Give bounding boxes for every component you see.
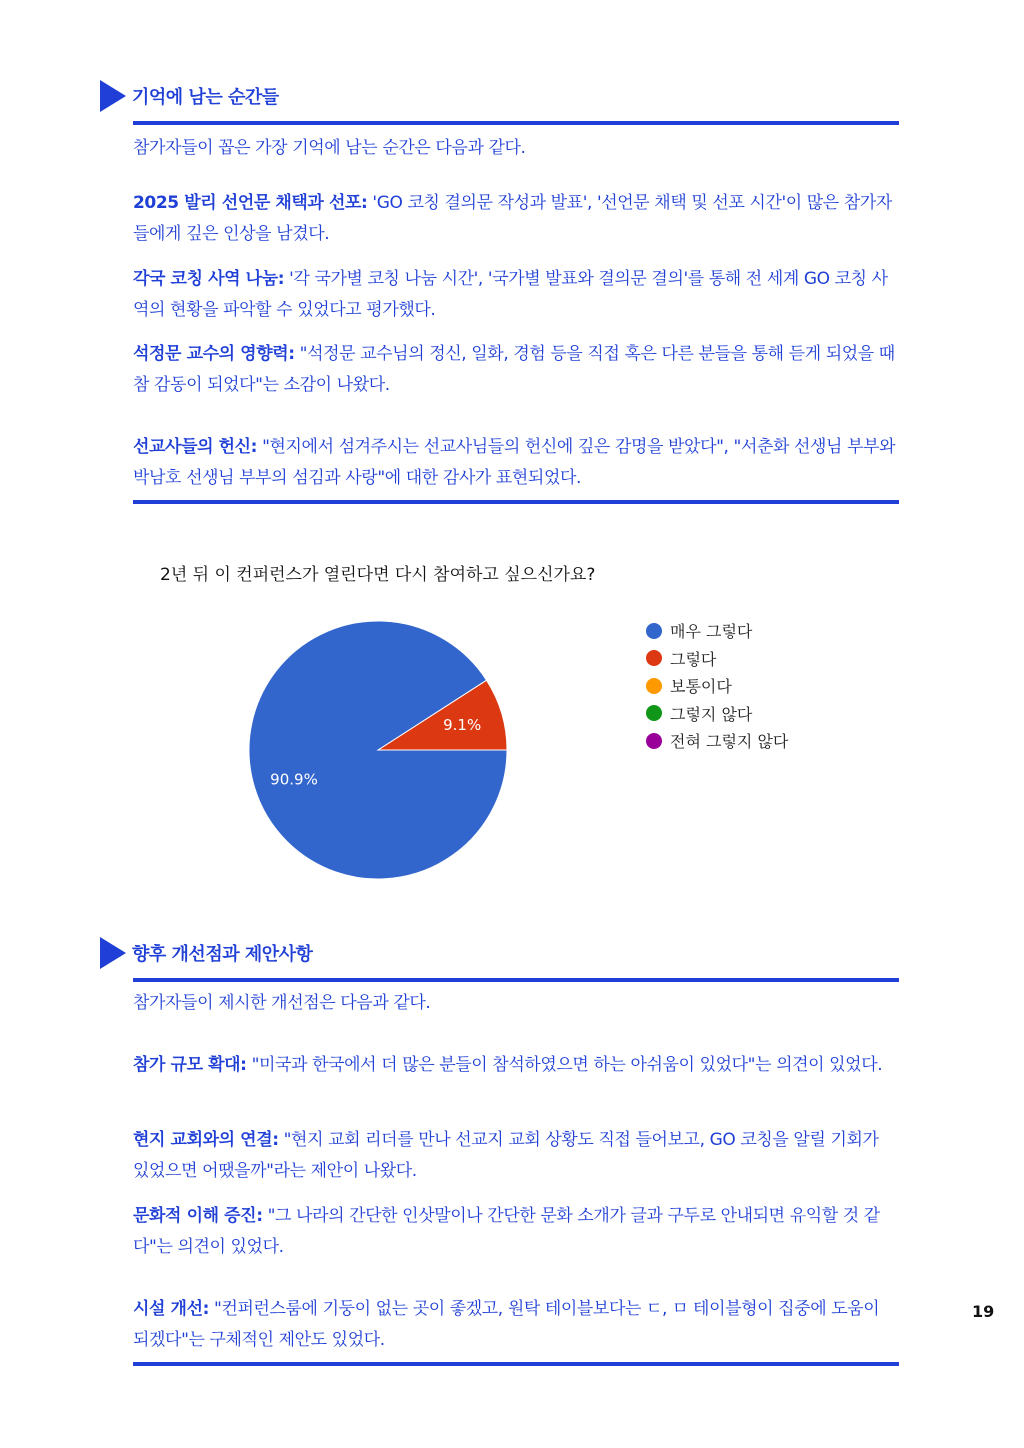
legend-item xyxy=(646,700,788,728)
pie-chart xyxy=(0,600,1024,900)
page-number: 19 xyxy=(972,1302,995,1321)
item-text: '각 국가별 코칭 나눔 시간', '국가별 발표와 결의문 결의'를 통해 전 세계 GO 코칭 사역의 현황을 파악할 수 있었다고 평가했다. xyxy=(133,269,888,320)
item-label: 2025 발리 선언문 채택과 선포: xyxy=(133,193,368,213)
item-label: 석정문 교수의 영향력: xyxy=(133,344,295,364)
triangle-bullet-icon xyxy=(100,937,126,969)
item-text: "그 나라의 간단한 인삿말이나 간단한 문화 소개가 글과 구두로 안내되면 유익할 것 같다"는 의견이 있었다. xyxy=(133,1206,880,1257)
legend-swatch xyxy=(646,678,662,694)
legend-item xyxy=(646,645,788,673)
divider xyxy=(133,121,899,125)
list-item xyxy=(133,188,899,250)
item-text: "컨퍼런스룸에 기둥이 없는 곳이 좋겠고, 원탁 테이블보다는 ㄷ, ㅁ 테이블형이 집중에 도움이 되겠다"는 구체적인 제안도 있었다. xyxy=(133,1299,880,1350)
triangle-bullet-icon xyxy=(100,80,126,112)
divider xyxy=(133,500,899,504)
item-text: "현지에서 섬겨주시는 선교사님들의 헌신에 깊은 감명을 받았다", "서춘화 선생님 부부와 박남호 선생님 부부의 섬김과 사랑"에 대한 감사가 표현되었다. xyxy=(133,437,896,488)
item-label: 참가 규모 확대: xyxy=(133,1055,247,1075)
legend-item xyxy=(646,672,788,700)
list-item xyxy=(133,1201,899,1263)
section-title: 향후 개선점과 제안사항 xyxy=(132,944,313,965)
list-item xyxy=(133,1294,899,1356)
list-item xyxy=(133,432,899,494)
legend-label: 그렇다 xyxy=(670,649,717,669)
pie-slice-1 xyxy=(249,621,507,879)
legend-item xyxy=(646,617,788,645)
section-heading-improvements xyxy=(100,937,312,969)
list-item xyxy=(133,1125,899,1187)
legend-label: 매우 그렇다 xyxy=(670,622,753,642)
item-text: "현지 교회 리더를 만나 선교지 교회 상황도 직접 들어보고, GO 코칭을 알릴 기회가 있었으면 어땠을까"라는 제안이 나왔다. xyxy=(133,1130,879,1181)
divider xyxy=(133,978,899,982)
legend-swatch xyxy=(646,623,662,639)
item-text: "석정문 교수님의 정신, 일화, 경험 등을 직접 혹은 다른 분들을 통해 듣게 되었을 때 참 감동이 되었다"는 소감이 나왔다. xyxy=(133,344,895,395)
pie-data-label: 90.9% xyxy=(270,770,318,789)
list-item xyxy=(133,264,899,326)
legend-swatch xyxy=(646,650,662,666)
section-title: 기억에 남는 순간들 xyxy=(132,87,279,108)
legend-swatch xyxy=(646,705,662,721)
item-label: 현지 교회와의 연결: xyxy=(133,1130,279,1150)
legend-label: 그렇지 않다 xyxy=(670,704,753,724)
item-label: 각국 코칭 사역 나눔: xyxy=(133,269,285,289)
list-item xyxy=(133,339,899,401)
item-text: "미국과 한국에서 더 많은 분들이 참석하였으면 하는 아쉬움이 있었다"는 의견이 있었다. xyxy=(246,1055,883,1075)
legend-label: 전혀 그렇지 않다 xyxy=(670,732,789,752)
item-label: 문화적 이해 증진: xyxy=(133,1206,263,1226)
chart-legend xyxy=(646,617,788,755)
item-label: 시설 개선: xyxy=(133,1299,210,1319)
pie-data-label: 9.1% xyxy=(443,715,482,734)
legend-item xyxy=(646,727,788,755)
section-heading-memorable xyxy=(100,80,279,112)
section-intro: 참가자들이 제시한 개선점은 다음과 같다. xyxy=(133,993,431,1013)
divider xyxy=(133,1362,899,1366)
list-item xyxy=(133,1050,899,1081)
legend-label: 보통이다 xyxy=(670,677,732,697)
item-label: 선교사들의 헌신: xyxy=(133,437,258,457)
chart-title: 2년 뒤 이 컨퍼런스가 열린다면 다시 참여하고 싶으신가요? xyxy=(160,565,596,585)
section-intro: 참가자들이 꼽은 가장 기억에 남는 순간은 다음과 같다. xyxy=(133,138,526,158)
item-text: 'GO 코칭 결의문 작성과 발표', '선언문 채택 및 선포 시간'이 많은 참가자들에게 깊은 인상을 남겼다. xyxy=(133,193,892,244)
legend-swatch xyxy=(646,733,662,749)
